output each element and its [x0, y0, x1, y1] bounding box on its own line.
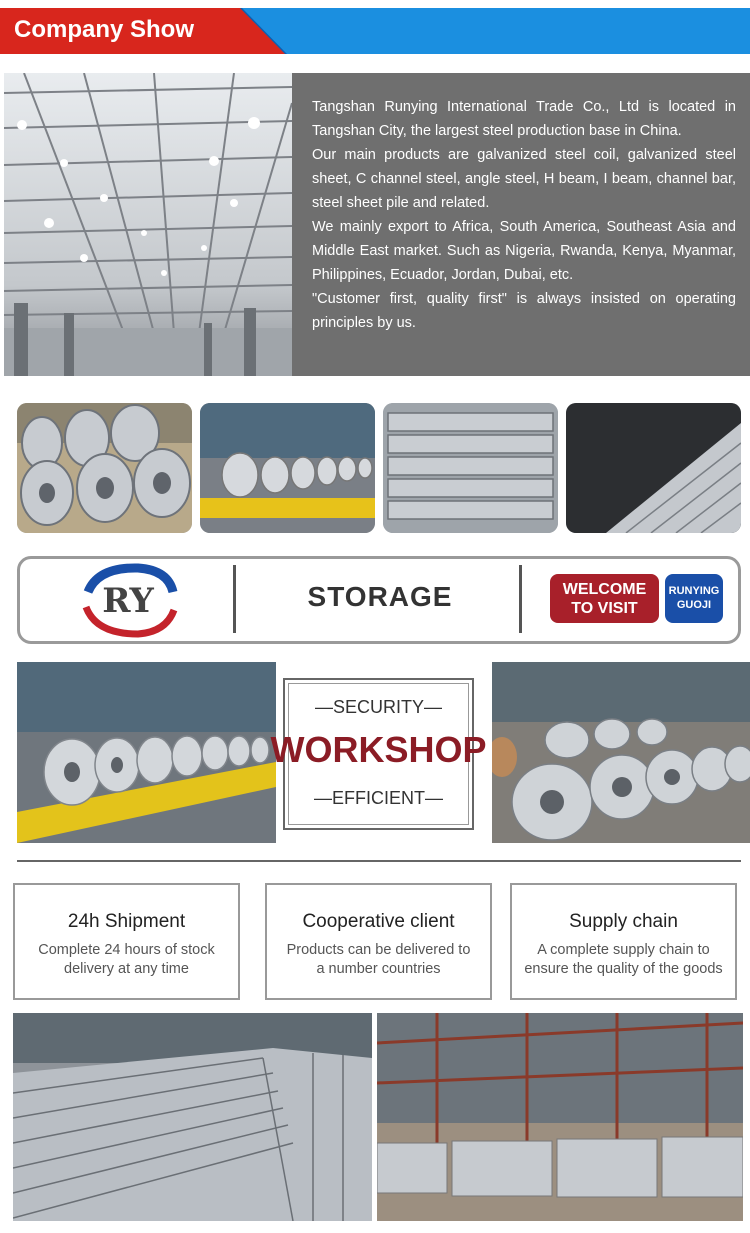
galvanized-coil-photo	[17, 403, 192, 533]
security-label: —SECURITY—	[314, 697, 442, 717]
workshop-coils-photo-left	[17, 662, 276, 843]
feature-line: Products can be delivered to	[286, 942, 471, 958]
company-logo	[78, 562, 178, 640]
brand-line: GUOJI	[676, 599, 712, 611]
welcome-line: WELCOME	[562, 581, 647, 598]
brand-badge	[665, 574, 723, 623]
welcome-line: TO VISIT	[571, 600, 638, 617]
coil-storage-photo	[200, 403, 375, 533]
feature-line: ensure the quality of the goods	[524, 961, 723, 977]
svg-text:RY: RY	[102, 581, 154, 621]
intro-paragraph: "Customer first, quality first" is always insisted on operating principles by us.	[312, 291, 736, 331]
feature-line: a number countries	[316, 961, 441, 977]
section-title: Company Show	[14, 16, 195, 43]
feature-card-shipment	[13, 883, 240, 1000]
feature-title: Cooperative client	[302, 911, 455, 932]
intro-paragraph: Tangshan Runying International Trade Co., Ltd is located in Tangshan City, the largest steel production base in China.	[312, 99, 736, 139]
sheet-warehouse-photo	[377, 1013, 743, 1221]
c-channel-warehouse-photo	[13, 1013, 372, 1221]
feature-title: Supply chain	[569, 911, 678, 932]
section-divider	[17, 860, 741, 862]
intro-paragraph: Our main products are galvanized steel coil, galvanized steel sheet, C channel steel, angle steel, H beam, I beam, channel bar, steel sheet pile and related.	[312, 147, 736, 211]
feature-line: Complete 24 hours of stock	[38, 942, 215, 958]
c-channel-stack-photo	[383, 403, 558, 533]
company-description	[312, 95, 736, 335]
storage-title: STORAGE	[307, 581, 453, 612]
warehouse-ceiling-photo	[4, 73, 292, 376]
feature-line: A complete supply chain to	[537, 942, 710, 958]
welcome-to-visit-badge	[550, 574, 659, 623]
brand-line: RUNYING	[668, 585, 720, 597]
workshop-title: WORKSHOP	[270, 729, 487, 770]
divider-line	[519, 565, 522, 633]
intro-paragraph: We mainly export to Africa, South America, Southeast Asia and Middle East market. Such as Nigeria, Rwanda, Kenya, Myanmar, Philippines, Ecuador, Jordan, Dubai, etc.	[312, 219, 736, 283]
feature-card-supply-chain	[510, 883, 737, 1000]
steel-profile-photo	[566, 403, 741, 533]
divider-line	[233, 565, 236, 633]
feature-line: delivery at any time	[64, 961, 189, 977]
feature-title: 24h Shipment	[67, 911, 186, 932]
workshop-coils-photo-right	[492, 662, 750, 843]
feature-card-client	[265, 883, 492, 1000]
efficient-label: —EFFICIENT—	[314, 788, 443, 808]
